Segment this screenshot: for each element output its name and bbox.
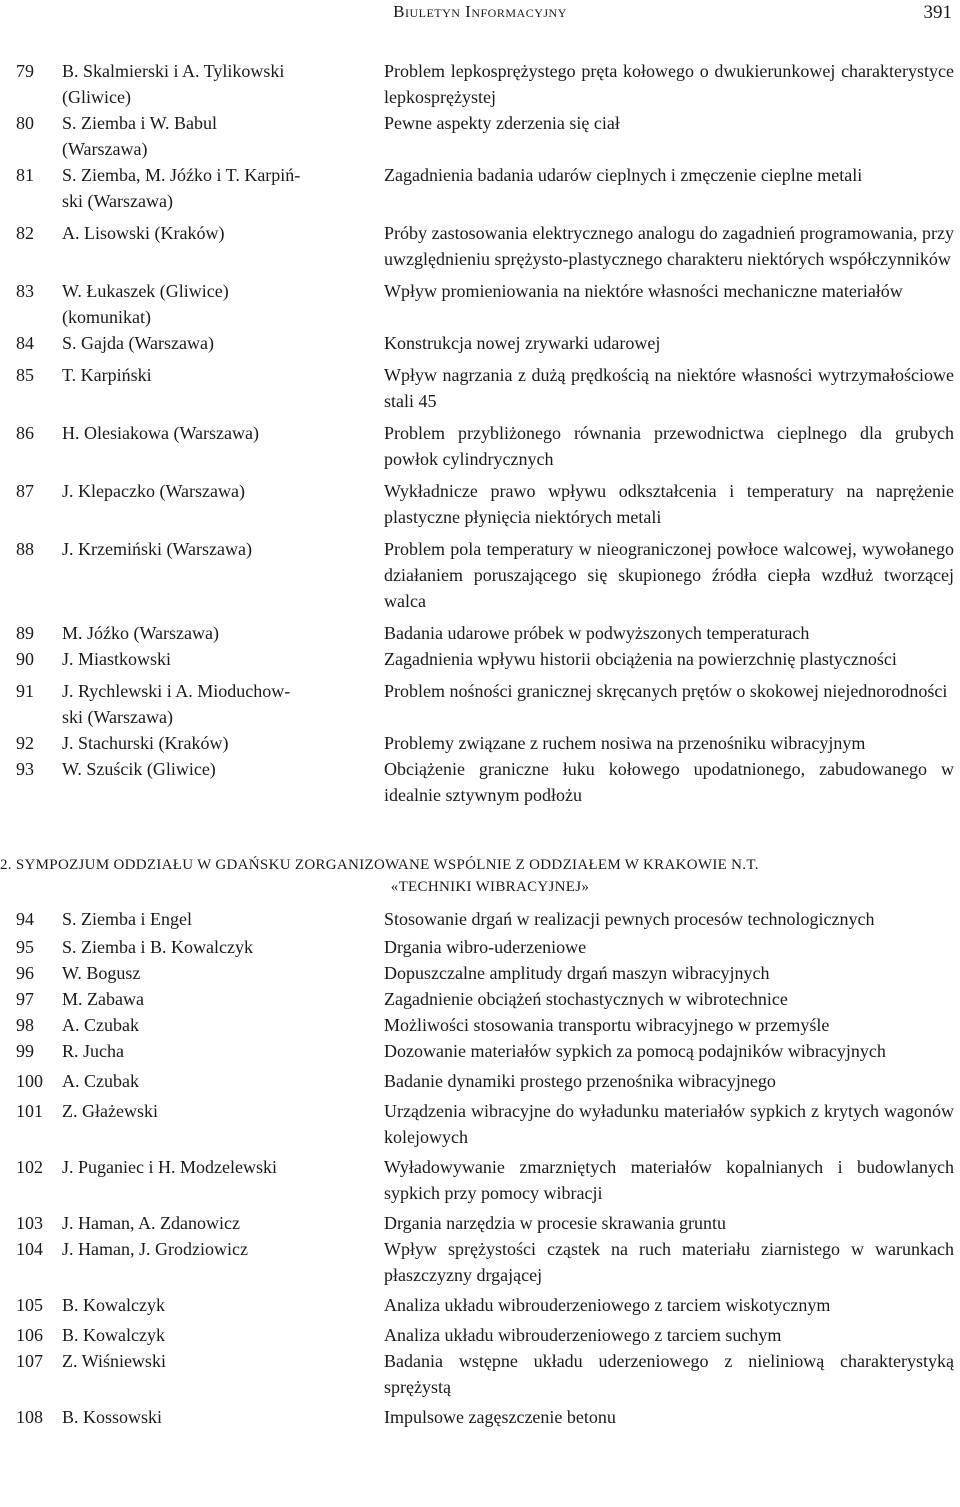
entry-author [62, 906, 384, 932]
entry-number: 94 [16, 909, 34, 929]
entry-number: 92 [16, 733, 34, 753]
list-item [0, 1348, 960, 1400]
entry-author-line: J. Puganiec i H. Modzelewski [62, 1157, 277, 1177]
entry-title: Dopuszczalne amplitudy drgań maszyn wibracyjnych [384, 963, 770, 983]
entry-author [62, 58, 384, 110]
list-item [0, 730, 960, 756]
entry-author-line: M. Zabawa [62, 989, 144, 1009]
entry-author [62, 934, 384, 960]
entry-title: Badania wstępne układu uderzeniowego z nieliniową charakterystyką sprężystą [384, 1351, 954, 1397]
entry-author-line: W. Szuścik (Gliwice) [62, 759, 216, 779]
entry-author-line: R. Jucha [62, 1041, 124, 1061]
list-item [0, 420, 960, 472]
entry-title: Problem przybliżonego równania przewodnictwa cieplnego dla grubych powłok cylindrycznych [384, 423, 954, 469]
entry-title: Obciążenie graniczne łuku kołowego upodatnionego, zabudowanego w idealnie sztywnym podłożu [384, 759, 954, 805]
list-item [0, 1292, 960, 1318]
entry-number: 91 [16, 681, 34, 701]
entry-author-line: A. Czubak [62, 1071, 139, 1091]
entry-author [62, 162, 384, 214]
entry-title: Badania udarowe próbek w podwyższonych temperaturach [384, 623, 810, 643]
entry-number: 95 [16, 937, 34, 957]
entry-number: 90 [16, 649, 34, 669]
entry-author-line: J. Rychlewski i A. Mioduchow- [62, 681, 291, 701]
entry-title: Próby zastosowania elektrycznego analogu do zagadnień programowania, przy uwzględnieniu sprężysto-plastycznego charakteru niektórych współczynników [384, 223, 954, 269]
entry-author [62, 330, 384, 356]
entry-author-line: Z. Głażewski [62, 1101, 158, 1121]
list-item [0, 1210, 960, 1236]
entry-title: Dozowanie materiałów sypkich za pomocą podajników wibracyjnych [384, 1041, 886, 1061]
entry-author-line: H. Olesiakowa (Warszawa) [62, 423, 259, 443]
entry-title: Impulsowe zagęszczenie betonu [384, 1407, 616, 1427]
entry-author [62, 362, 384, 414]
entry-author [62, 1292, 384, 1318]
page-header [0, 0, 960, 30]
entry-title: Problem nośności granicznej skręcanych prętów o skokowej niejednorodności [384, 681, 948, 701]
entry-title: Wpływ nagrzania z dużą prędkością na niektóre własności wytrzymałościowe stali 45 [384, 365, 954, 411]
entry-number: 108 [16, 1407, 43, 1427]
section-heading-line-2: «TECHNIKI WIBRACYJNEJ» [390, 879, 590, 895]
entry-author-line: S. Ziemba i B. Kowalczyk [62, 937, 253, 957]
entries-list-section-2 [0, 906, 960, 1430]
list-item [0, 986, 960, 1012]
entry-author [62, 1322, 384, 1348]
list-item [0, 906, 960, 932]
entry-author-line: J. Miastkowski [62, 649, 172, 669]
entry-author-line: W. Łukaszek (Gliwice) [62, 281, 229, 301]
list-item [0, 1236, 960, 1288]
entry-author-line: ski (Warszawa) [62, 707, 173, 727]
list-item [0, 1404, 960, 1430]
entry-number: 98 [16, 1015, 34, 1035]
entry-author [62, 110, 384, 162]
list-item [0, 362, 960, 414]
entry-number: 105 [16, 1295, 43, 1315]
entry-title: Wykładnicze prawo wpływu odkształcenia i temperatury na naprężenie plastyczne płynięcia niektórych metali [384, 481, 954, 527]
section-heading-line-1: 2. SYMPOZJUM ODDZIAŁU W GDAŃSKU ZORGANIZOWANE WSPÓLNIE Z ODDZIAŁEM W KRAKOWIE N.T. [0, 857, 759, 873]
entry-number: 87 [16, 481, 34, 501]
entry-author [62, 756, 384, 808]
list-item [0, 1068, 960, 1094]
entry-number: 84 [16, 333, 34, 353]
list-item [0, 536, 960, 614]
entry-author-line: B. Kowalczyk [62, 1325, 165, 1345]
entry-title: Analiza układu wibrouderzeniowego z tarciem wiskotycznym [384, 1295, 831, 1315]
entry-author [62, 1038, 384, 1064]
entry-title: Wpływ promieniowania na niektóre własności mechaniczne materiałów [384, 281, 903, 301]
entry-author-line: ski (Warszawa) [62, 191, 173, 211]
entries-list-section-1 [0, 58, 960, 808]
entry-author-line: S. Ziemba, M. Jóźko i T. Karpiń- [62, 165, 301, 185]
running-title: Biuletyn Informacyjny [393, 2, 567, 21]
list-item [0, 678, 960, 730]
entry-title: Badanie dynamiki prostego przenośnika wibracyjnego [384, 1071, 776, 1091]
entry-author [62, 536, 384, 614]
entry-author-line: (komunikat) [62, 307, 151, 327]
entry-number: 93 [16, 759, 34, 779]
list-item [0, 756, 960, 808]
entry-author-line: S. Ziemba i Engel [62, 909, 192, 929]
entry-author [62, 646, 384, 672]
list-item [0, 110, 960, 162]
entry-title: Zagadnienie obciążeń stochastycznych w wibrotechnice [384, 989, 788, 1009]
entry-author-line: J. Haman, J. Grodziowicz [62, 1239, 248, 1259]
page-number: 391 [923, 2, 952, 23]
entry-author [62, 1210, 384, 1236]
entry-author [62, 478, 384, 530]
entry-number: 83 [16, 281, 34, 301]
entry-author-line: B. Kossowski [62, 1407, 163, 1427]
entry-number: 79 [16, 61, 34, 81]
list-item [0, 1012, 960, 1038]
entry-author [62, 1012, 384, 1038]
list-item [0, 1038, 960, 1064]
entry-title: Analiza układu wibrouderzeniowego z tarciem suchym [384, 1325, 782, 1345]
entry-author [62, 620, 384, 646]
entry-author [62, 730, 384, 756]
entry-author-line: B. Kowalczyk [62, 1295, 165, 1315]
entry-number: 103 [16, 1213, 43, 1233]
entry-title: Problem lepkosprężystego pręta kołowego o dwukierunkowej charakterystyce lepkosprężystej [384, 61, 954, 107]
entry-author [62, 1236, 384, 1288]
list-item [0, 934, 960, 960]
entry-author-line: (Warszawa) [62, 139, 148, 159]
entry-title: Drgania wibro-uderzeniowe [384, 937, 587, 957]
list-item [0, 478, 960, 530]
list-item [0, 1098, 960, 1150]
list-item [0, 960, 960, 986]
entry-number: 82 [16, 223, 34, 243]
entry-author-line: A. Czubak [62, 1015, 139, 1035]
entry-author-line: S. Gajda (Warszawa) [62, 333, 214, 353]
entry-author [62, 1404, 384, 1430]
entry-author-line: J. Krzemiński (Warszawa) [62, 539, 252, 559]
entry-title: Konstrukcja nowej zrywarki udarowej [384, 333, 661, 353]
entry-author [62, 1068, 384, 1094]
entry-author-line: J. Stachurski (Kraków) [62, 733, 229, 753]
entry-number: 88 [16, 539, 34, 559]
entry-title: Możliwości stosowania transportu wibracyjnego w przemyśle [384, 1015, 830, 1035]
entry-author-line: T. Karpiński [62, 365, 152, 385]
entry-number: 80 [16, 113, 34, 133]
entry-number: 97 [16, 989, 34, 1009]
entry-author [62, 678, 384, 730]
entry-number: 86 [16, 423, 34, 443]
entry-author [62, 1098, 384, 1150]
entry-title: Wyładowywanie zmarzniętych materiałów kopalnianych i budowlanych sypkich przy pomocy wibracji [384, 1157, 954, 1203]
list-item [0, 162, 960, 214]
entry-author [62, 1348, 384, 1400]
entry-author-line: W. Bogusz [62, 963, 141, 983]
entry-number: 100 [16, 1071, 43, 1091]
entry-title: Problem pola temperatury w nieograniczonej powłoce walcowej, wywołanego działaniem poruszającego się skupionego źródła ciepła wzdłuż tworzącej walca [384, 539, 954, 611]
entry-number: 107 [16, 1351, 43, 1371]
entry-author-line: A. Lisowski (Kraków) [62, 223, 225, 243]
entry-title: Pewne aspekty zderzenia się ciał [384, 113, 620, 133]
entry-number: 89 [16, 623, 34, 643]
entry-author [62, 278, 384, 330]
entry-number: 102 [16, 1157, 43, 1177]
entry-author [62, 220, 384, 272]
entry-author-line: S. Ziemba i W. Babul [62, 113, 217, 133]
entry-author-line: J. Haman, A. Zdanowicz [62, 1213, 240, 1233]
entry-author [62, 420, 384, 472]
entry-author-line: M. Jóźko (Warszawa) [62, 623, 219, 643]
entry-number: 81 [16, 165, 34, 185]
entry-number: 106 [16, 1325, 43, 1345]
entry-title: Zagadnienia wpływu historii obciążenia na powierzchnię plastyczności [384, 649, 897, 669]
entry-author-line: (Gliwice) [62, 87, 131, 107]
section-heading [0, 854, 960, 898]
entry-author-line: J. Klepaczko (Warszawa) [62, 481, 245, 501]
entry-author [62, 986, 384, 1012]
list-item [0, 646, 960, 672]
list-item [0, 620, 960, 646]
entry-number: 85 [16, 365, 34, 385]
entry-title: Urządzenia wibracyjne do wyładunku materiałów sypkich z krytych wagonów kolejowych [384, 1101, 954, 1147]
entry-number: 101 [16, 1101, 43, 1121]
entry-number: 99 [16, 1041, 34, 1061]
entry-title: Zagadnienia badania udarów cieplnych i zmęczenie cieplne metali [384, 165, 863, 185]
entry-title: Stosowanie drgań w realizacji pewnych procesów technologicznych [384, 909, 875, 929]
entry-title: Problemy związane z ruchem nosiwa na przenośniku wibracyjnym [384, 733, 866, 753]
list-item [0, 278, 960, 330]
list-item [0, 1154, 960, 1206]
list-item [0, 1322, 960, 1348]
entry-author-line: B. Skalmierski i A. Tylikowski [62, 61, 285, 81]
list-item [0, 220, 960, 272]
entry-title: Wpływ sprężystości cząstek na ruch materiału ziarnistego w warunkach płaszczyzny drgającej [384, 1239, 954, 1285]
entry-author [62, 960, 384, 986]
entry-number: 96 [16, 963, 34, 983]
entry-author [62, 1154, 384, 1206]
entry-author-line: Z. Wiśniewski [62, 1351, 166, 1371]
entry-title: Drgania narzędzia w procesie skrawania gruntu [384, 1213, 727, 1233]
entry-number: 104 [16, 1239, 43, 1259]
list-item [0, 58, 960, 110]
list-item [0, 330, 960, 356]
